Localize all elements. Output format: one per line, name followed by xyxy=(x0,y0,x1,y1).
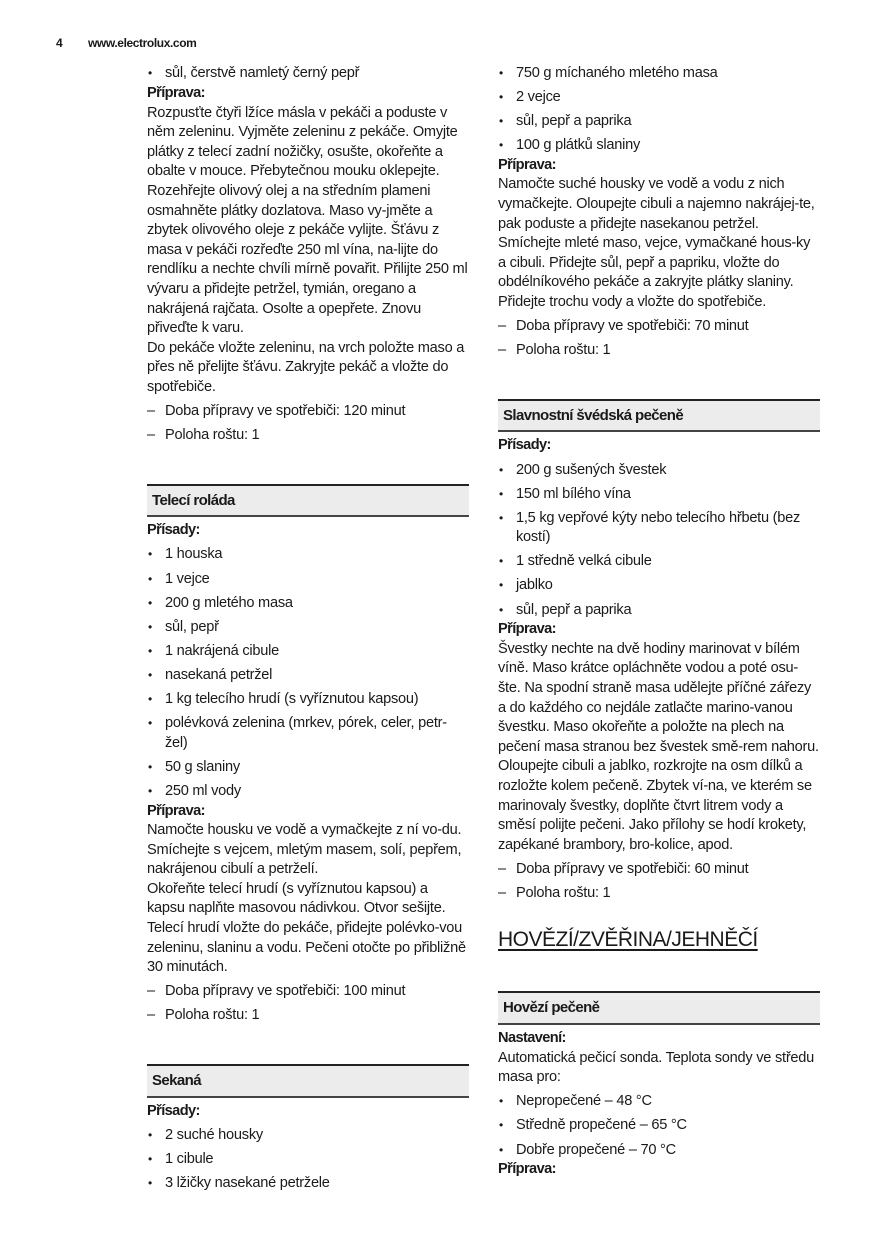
list-item: • 250 ml vody xyxy=(147,782,469,802)
list-item: • sůl, pepř xyxy=(147,618,469,638)
list-item: • polévková zelenina (mrkev, pórek, celer, petr-žel) xyxy=(147,714,469,753)
left-column xyxy=(147,64,469,1198)
prep-label: Příprava: xyxy=(498,156,556,173)
list-item: • 2 suché housky xyxy=(147,1126,469,1146)
list-item: • Nepropečené – 48 °C xyxy=(498,1092,820,1112)
list-item: • 200 g sušených švestek xyxy=(498,461,820,481)
prep-label: Příprava: xyxy=(498,1161,556,1178)
ingredients-list xyxy=(498,64,820,156)
ingredients-list xyxy=(498,461,820,621)
prep-paragraph: Švestky nechte na dvě hodiny marinovat v bílém víně. Maso krátce opláchněte vodou a poté osu-šte. Na spodní straně masa udělejte příčné zářezy a do každého co nejdále zatlačte marino-vanou švestku. Maso okořeňte a položte na plech na pečení masa stranou bez švestek smě-rem nahoru. Oloupejte cibuli a jablko, rozkrojte na osm dílků a rozložte kolem pečeně. Zbytek ví-na, ve kterém se marinovaly švestky, doplňte čtvrt litrem vody a směsí polijte pečeni. Jako přílohy se hodí krokety, zapékané brambory, bro-kolice, apod. xyxy=(498,640,819,853)
prep-paragraph: Namočte housku ve vodě a vymačkejte z ní vo-du. Smíchejte s vejcem, mletým masem, solí, pepřem, nakrájenou cibulí a petrželí. xyxy=(147,822,462,878)
prep-paragraph: Rozpusťte čtyři lžíce másla v pekáči a poduste v něm zeleninu. Vyjměte zeleninu z pekáče. Omyjte plátky z telecí zadní nožičky, osušte, okořeňte a obalte v mouce. Přebytečnou mouku oklepejte. Rozehřejte olivový olej a na středním plameni osmahněte plátky dozlatova. Maso vy-jměte a zbytek olivového oleje z pekáče vylijte. Šťávu z masa v pekáči rozřeďte 250 ml vína, na-lijte do rendlíku a nechte chvíli mírně povařit. Přilijte 250 ml vývaru a přidejte petržel, tymián, oregano a nakrájená rajčata. Osolte a opepřete. Znovu přiveďte k varu. xyxy=(147,104,468,337)
shelf-position: – Poloha roštu: 1 xyxy=(498,341,820,361)
list-item: • 50 g slaniny xyxy=(147,758,469,778)
prep-label: Příprava: xyxy=(498,621,556,638)
recipe-title-meatloaf: Sekaná xyxy=(147,1064,469,1098)
list-item: • 200 g mletého masa xyxy=(147,594,469,614)
category-title: HOVĚZÍ/ZVĚŘINA/JEHNĚČÍ xyxy=(498,928,758,952)
settings-list xyxy=(498,860,820,904)
list-item: • sůl, pepř a paprika xyxy=(498,112,820,132)
cooking-time: – Doba přípravy ve spotřebiči: 120 minut xyxy=(147,402,469,422)
shelf-position: – Poloha roštu: 1 xyxy=(147,1006,469,1026)
list-item: • 1 středně velká cibule xyxy=(498,552,820,572)
prep-label: Příprava: xyxy=(147,85,205,102)
ingredients-label: Přísady: xyxy=(147,522,200,539)
list-item: • 750 g míchaného mletého masa xyxy=(498,64,820,84)
shelf-position: – Poloha roštu: 1 xyxy=(498,884,820,904)
prep-label: Příprava: xyxy=(147,802,205,819)
prep-paragraph: Okořeňte telecí hrudí (s vyříznutou kapsou) a kapsu naplňte masovou nádivkou. Otvor sešijte. Telecí hrudí vložte do pekáče, přidejte polévko-vou zeleninu, slaninu a vodu. Pečeni otočte po přibližně 30 minutách. xyxy=(147,880,466,976)
settings-list xyxy=(147,402,469,446)
ingredients-list xyxy=(147,1126,469,1194)
ingredients-label: Přísady: xyxy=(498,437,551,454)
settings-text: Automatická pečicí sonda. Teplota sondy ve středu masa pro: xyxy=(498,1049,815,1086)
ingredients-label: Přísady: xyxy=(147,1102,200,1119)
list-item: • 1 houska xyxy=(147,545,469,565)
cooking-time: – Doba přípravy ve spotřebiči: 70 minut xyxy=(498,317,820,337)
list-item: • 2 vejce xyxy=(498,88,820,108)
list-item: • 1 vejce xyxy=(147,570,469,590)
right-column xyxy=(498,64,820,1180)
list-item: • Dobře propečené – 70 °C xyxy=(498,1141,820,1161)
list-item: • 1,5 kg vepřové kýty nebo telecího hřbetu (bez kostí) xyxy=(498,509,820,548)
cooking-time: – Doba přípravy ve spotřebiči: 100 minut xyxy=(147,982,469,1002)
settings-label: Nastavení: xyxy=(498,1030,566,1047)
settings-list xyxy=(147,982,469,1026)
list-item: • Středně propečené – 65 °C xyxy=(498,1116,820,1136)
settings-list xyxy=(498,317,820,361)
cooking-time: – Doba přípravy ve spotřebiči: 60 minut xyxy=(498,860,820,880)
recipe-title-beef-roast: Hovězí pečeně xyxy=(498,991,820,1025)
page-number: 4 xyxy=(56,36,63,50)
recipe-title-roulade: Telecí roláda xyxy=(147,484,469,518)
list-item: • 1 kg telecího hrudí (s vyříznutou kapsou) xyxy=(147,690,469,710)
list-item: • sůl, čerstvě namletý černý pepř xyxy=(147,64,469,84)
list-item: • 3 lžičky nasekané petržele xyxy=(147,1174,469,1194)
site-url: www.electrolux.com xyxy=(88,36,197,50)
recipe-title-swedish-roast: Slavnostní švédská pečeně xyxy=(498,399,820,433)
prep-paragraph: Namočte suché housky ve vodě a vodu z nich vymačkejte. Oloupejte cibuli a najemno nakrájej-te, pak poduste a přidejte nasekanou petržel. Smíchejte mleté maso, vejce, vymačkané hous-ky a cibuli. Přidejte sůl, pepř a papriku, vložte do obdélníkového pekáče a zakryjte plátky slaniny. Přidejte trochu vody a vložte do spotřebiče. xyxy=(498,176,815,311)
list-item: • 1 nakrájená cibule xyxy=(147,642,469,662)
ingredients-list xyxy=(147,64,469,84)
list-item: • 150 ml bílého vína xyxy=(498,485,820,505)
doneness-list xyxy=(498,1092,820,1160)
list-item: • jablko xyxy=(498,576,820,596)
prep-paragraph: Do pekáče vložte zeleninu, na vrch položte maso a přes ně přelijte šťávu. Zakryjte pekáč a vložte do spotřebiče. xyxy=(147,339,465,395)
list-item: • 100 g plátků slaniny xyxy=(498,136,820,156)
shelf-position: – Poloha roštu: 1 xyxy=(147,426,469,446)
list-item: • sůl, pepř a paprika xyxy=(498,601,820,621)
list-item: • nasekaná petržel xyxy=(147,666,469,686)
list-item: • 1 cibule xyxy=(147,1150,469,1170)
ingredients-list xyxy=(147,545,469,801)
